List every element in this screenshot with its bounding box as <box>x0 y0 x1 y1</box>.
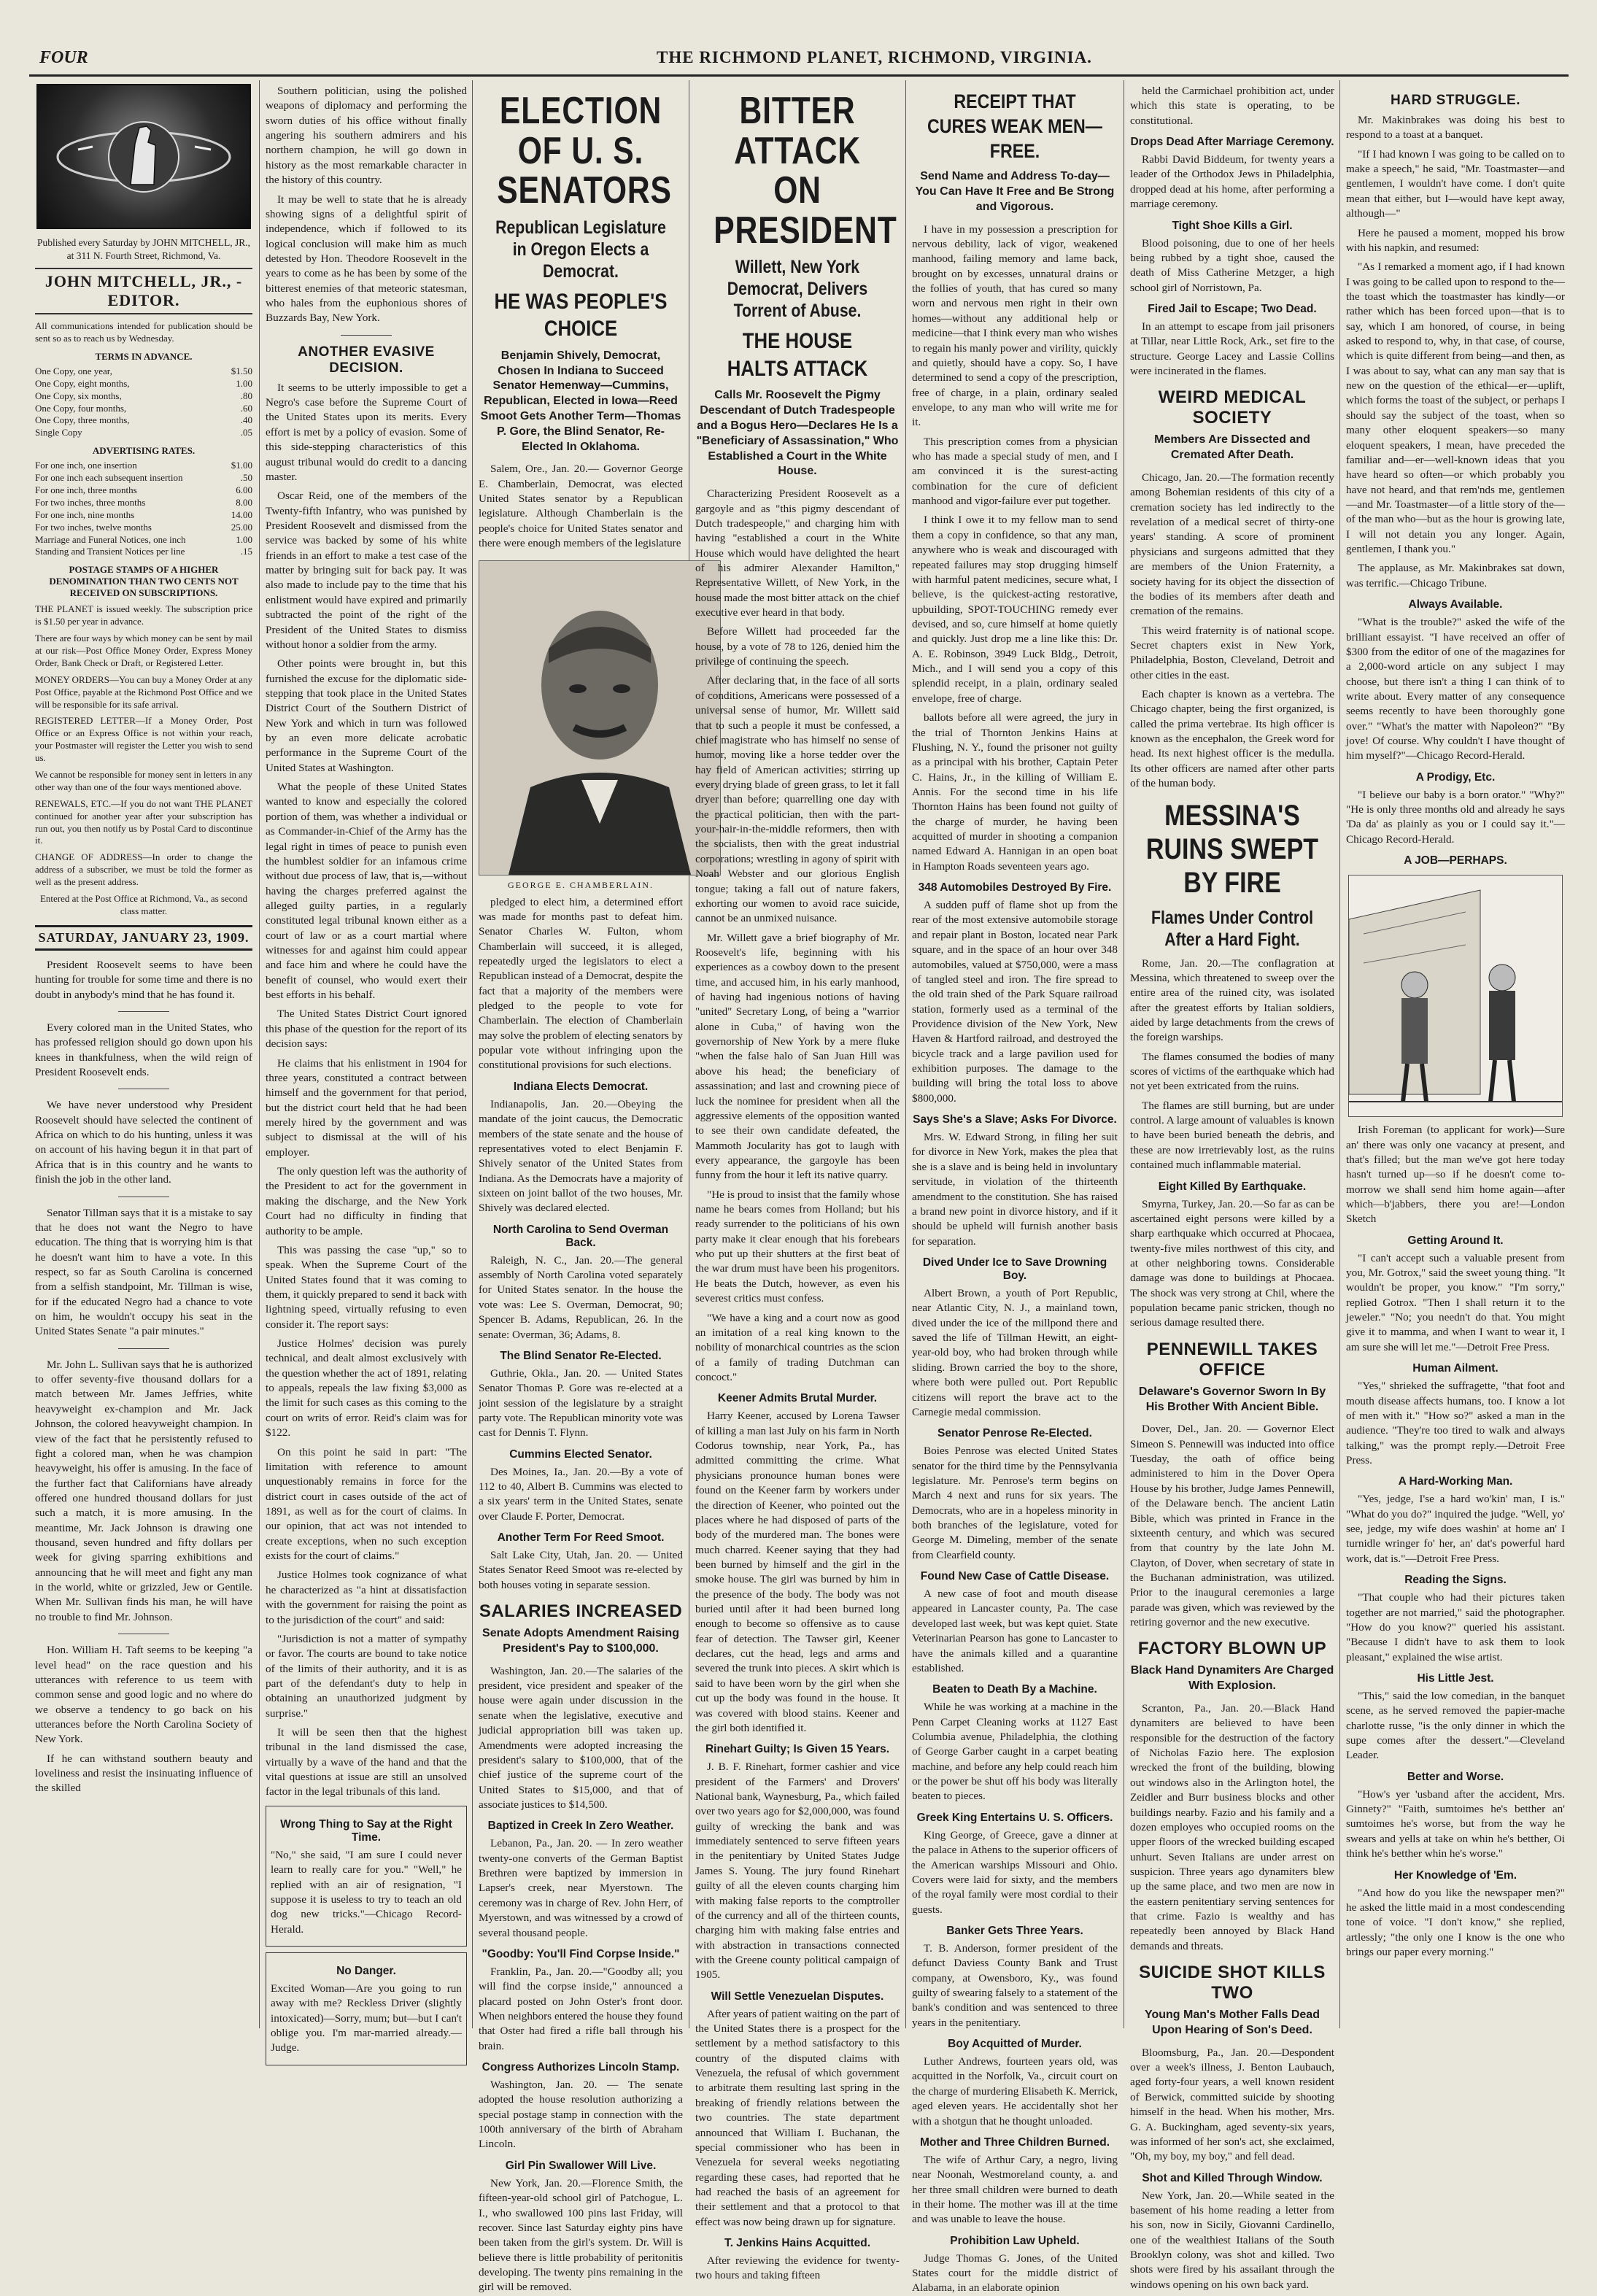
ad-paragraph: I think I owe it to my fellow man to send them a copy in confidence, so that any man, anywhere who is weak and discouraged with repeated failures may stop drugging himself with harmful patent medicines, secure what, I believe, is the quickest-acting restorative, upbuilding, SPOT-TOUCHING remedy ever devised, and so, cure himself at home quietly and quickly. Just drop me a line like this: Dr. A. E. Robinson, 3949 Luck Bldg., Detroit, Mich., and I will send you a copy of this splendid receipt, in a plain, ordinary sealed envelope, free of charge. <box>912 514 1118 705</box>
instruction: We cannot be responsible for money sent in letters in any other way than one of the four ways mentioned above. <box>35 769 252 792</box>
article-paragraph: After declaring that, in the face of all sorts of conditions, Americans were possessed of a universal sense of humor, Mr. Willett said that to such a people it must be confessed, a chief magistrate who has himself no sense of humor, moving like a horse tedder over the hay field of American activities; stirring up every drying blade of green grass, to let it fall dryer than before; quarrelling one day with the practical politician, then with the part-your-hair-in-the-middle reformers, then with the socialists, then with the great industrial corporations; wrestling in agony of spirit with Noah Webster and our glorious English tongue; taking a fall out of nature fakers, exhorting our women to avoid race suicide, cannot be an unmixed nuisance. <box>695 674 900 925</box>
brief-title: Baptized in Creek In Zero Weather. <box>487 1820 674 1833</box>
house-halts-deck: THE HOUSE HALTS ATTACK <box>727 329 868 381</box>
brief-title: Will Settle Venezuelan Disputes. <box>711 1990 884 2003</box>
article-paragraph: Here he paused a moment, mopped his brow with his napkin, and resumed: <box>1346 226 1565 254</box>
brief-title: Drops Dead After Marriage Ceremony. <box>1130 136 1334 149</box>
salaries-heading: SALARIES INCREASED <box>479 1601 683 1622</box>
article-paragraph: Each chapter is known as a vertebra. The Chicago chapter, being the first organized, is called the prima vertebrae. Its high officer is known as the encephalon, the Greek word for head. Its next highest officer is the medulla. Its other officers are named after other parts of the human body. <box>1130 688 1334 790</box>
brief-title: Eight Killed By Earthquake. <box>1158 1180 1307 1193</box>
article-paragraph: The only question left was the authority of the President to act for the government in making the discharge, and the New York Court had no difficulty in finding that authority to be ample. <box>266 1165 467 1237</box>
brief-body: Harry Keener, accused by Lorena Tawser of killing a man last July on his farm in North Codorus township, near York, Pa., has admitted committing the crime. What physicians pronounce human bones were found on the Keener farm by workers under the direction of Keener, who pointed out the places where he had disposed of parts of the body of the murdered man. The bones were much charred. Keener saying that they had been burned by himself and the girl in the smoke house. The girl was burned by him in the presence of the body. The body was not buried until after it had been burned long enough to become so offensive as to cause fear of detection. The Tawser girl, Keener declares, cut the head, legs and arms and severed the trunk into pieces. A skirt which is said to have been worn by the girl when she cut up the body was found in the house. It was covered with blood stains. Keener and the girl both identified it. <box>695 1410 900 1734</box>
brief-body: After years of patient waiting on the part of the United States there is a prospect for the settlement by a method satisfactory to this country of the disputed claims with Venezuela, the refusal of which government to arbitrate them resulting last spring in the breaking of friendly relations between the two countries. The state department announced that William I. Buchanan, the special commissioner who has been in Venezuela for several weeks negotiating regarding these cases, had reported that he had reached the basis of an agreement for their settlement and that a protocol to that effect was now being drawn up for signature. <box>695 2007 900 2228</box>
terms-row: One Copy, six months, .80 <box>35 390 252 401</box>
terms-list <box>35 366 252 439</box>
column-receipt-ad-briefs <box>912 84 1118 2295</box>
joke-title: A Hard-Working Man. <box>1398 1475 1513 1488</box>
medical-society-heading: WEIRD MEDICAL SOCIETY <box>1158 387 1307 428</box>
article-paragraph: held the Carmichael prohibition act, under which this state is operating, to be constitutional. <box>1130 85 1334 127</box>
article-paragraph: Scranton, Pa., Jan. 20.—Black Hand dynamiters are believed to have been responsible for the destruction of the factory of Nicholas Fazio here. The explosion wrecked the front of the building, blowing out windows also in the Arlington hotel, the Zeidler and Burr business blocks and other buildings nearby. Fazio and his family and a dozen employes who occupied rooms on the upper floors of the wrecked building escaped unhurt. Seven Italians are under arrest on suspicion. Three years ago dynamiters blew up the same place, and two men are now in the eastern penitentiary serving sentences for that crime. Fazio is wealthy and has repeatedly been annoyed by Black Hand demands and threats. <box>1130 1702 1334 1952</box>
article-paragraph: Justice Holmes took cognizance of what he characterized as "a hint at dissatisfaction with the government for raising the point as to the jurisdiction of the court" and said: <box>266 1569 467 1626</box>
brief-body: After reviewing the evidence for twenty-two hours and taking fifteen <box>695 2254 900 2282</box>
article-paragraph: Oscar Reid, one of the members of the Twenty-fifth Infantry, who was punished by President Roosevelt and dismissed from the service was backed by some of his white friends in an effort to make a test case of the matter by bringing suit for back pay. It was also made to include pay to the time that his enlistment would have expired and primarily subtracted the point of the right of the President of the United States to dismiss without honor a soldier from the army. <box>266 490 467 651</box>
cartoon-illustration <box>1348 875 1563 1117</box>
article-paragraph: Dover, Del., Jan. 20. — Governor Elect Simeon S. Pennewill was inducted into office Tuesday, the oath of office being administered to him in the Dover Opera House by his brother, Judge James Pennewill, of the Delaware bench. The ancient Latin Bible, which was printed in France in the sixteenth century, and which was secured from that country by the late John M. Clayton, of Dover, when secretary of state in the Buchanan administration, was utilized. Prior to the inaugural ceremonies a large parade was given, which was reviewed by the retiring governor and the new executive. <box>1130 1423 1334 1629</box>
brief-title: Rinehart Guilty; Is Given 15 Years. <box>705 1743 890 1756</box>
senators-summary: Benjamin Shively, Democrat, Chosen In Indiana to Succeed Senator Hemenway—Cummins, Republican, Elected in Iowa—Reed Smoot Gets Another Term—Thomas P. Gore, the Blind Senator, Re-Elected In Oklahoma. <box>480 349 681 453</box>
article-paragraph: On this point he said in part: "The limitation with reference to amount unquestionably remains in force for the district court in cases outside of the act of 1891, as well as for the court of claims. In our opinion, that act was not intended to create exceptions, when no such exception exists for the court of claims." <box>266 1445 467 1563</box>
bitter-attack-headline: BITTER ATTACK ON PRESIDENT <box>714 90 897 252</box>
brief-title: The Blind Senator Re-Elected. <box>500 1349 662 1362</box>
joke-title: Wrong Thing to Say at the Right Time. <box>280 1817 452 1844</box>
joke-title: Always Available. <box>1408 598 1503 611</box>
brief-title: North Carolina to Send Overman Back. <box>492 1223 669 1249</box>
brief-body: In an attempt to escape from jail prisoners at Tillar, near Little Rock, Ark., set fire to the structure. George Lacey and Lassie Collins were incinerated in the flames. <box>1130 320 1334 378</box>
cartoon-caption: Irish Foreman (to applicant for work)—Sure an' there was only one vacancy at present, and that's filled; but the man we've got here today hasn't turned up—so if he doesn't come to-morrow we shall send him home again—after which—b'jabbers, there you are!—London Sketch <box>1346 1124 1565 1226</box>
article-paragraph: Southern politician, using the polished weapons of diplomacy and performing the sworn duties of his office without finally angering his southern admirers and his northern champion, he will go down in history as the most remarkable character in the history of this country. <box>266 85 467 187</box>
brief-body: Albert Brown, a youth of Port Republic, near Atlantic City, N. J., a mainland town, dived under the ice of the millpond there and saved the life of Tillman Hewitt, an eight-year-old boy, who had broken through while sliding. Brown carried the boy to the shore, where both were pulled out. Port Republic citizens will report the brave act to the Carnegie medal commission. <box>912 1287 1118 1418</box>
joke-body: "I believe our baby is a born orator." "Why?" "He is only three months old and already he says 'Da da' as plainly as you or I could say it."—Chicago Record-Herald. <box>1346 788 1565 846</box>
brief-title: Boy Acquitted of Murder. <box>948 2038 1082 2051</box>
editorial-paragraph: President Roosevelt seems to have been hunting for trouble for some time and there is no doubt in anybody's mind that he has found it. <box>35 958 252 1001</box>
article-paragraph: "Jurisdiction is not a matter of sympathy or favor. The courts are bound to take notice of the limits of their authority, and it is as part of the defendant's duty to help in obtaining an unauthorized judgment by surprise." <box>266 1632 467 1720</box>
brief-title: Keener Admits Brutal Murder. <box>717 1392 878 1405</box>
brief-title: Dived Under Ice to Save Drowning Boy. <box>922 1256 1107 1282</box>
senators-headline: ELECTION OF U. S. SENATORS <box>497 90 672 212</box>
brief-body: Blood poisoning, due to one of her heels being rubbed by a tight shoe, caused the death of Miss Catherine Metzger, a high school girl of Norristown, Pa. <box>1130 236 1334 294</box>
brief-body: Rabbi David Biddeum, for twenty years a leader of the Orthodox Jews in Philadelphia, dropped dead at his home, after performing a marriage ceremony. <box>1130 153 1334 211</box>
brief-title: "Goodby: You'll Find Corpse Inside." <box>482 1947 680 1960</box>
article-paragraph: "As I remarked a moment ago, if I had known I was going to be called upon to respond to the—the toast which the toastmaster has kindly—or rather which has been forced upon—that is to say, which I am honored, of course, in being asked to respond to, why, in that case, of course, which is quite different from being—and then, as I was about to say, what can any man say that is new on the question of the ethical—er—uplift, which forms the toast of the subject, or perhaps I should say the subject of the toast, when so many other eloquent speakers—so many eloquent speakers, I mean, have preceded the familiar and—er—well-known ideas that you have heard so often—or which probably you have not heard, and that rem'nds me, gentlemen—and Mr. Toastmaster—of a little story of the—of the man who—but as the hour is growing late, I will not detain you any longer. Again, gentlemen, I thank you." <box>1346 260 1565 556</box>
article-paragraph: "He is proud to insist that the family whose name he bears comes from Holland; but his ready surrender to the politicians of his own party make it clear enough that his forebears who put up their shutters at the first beat of the war drum must have been his progenitors. He beats the Dutch, however, as even his severest critics must confess. <box>695 1188 900 1305</box>
brief-title: Says She's a Slave; Asks For Divorce. <box>913 1113 1117 1126</box>
joke-body: "That couple who had their pictures taken together are not married," said the photographer. "How do you know?" queried his assistant. "Because I didn't have to ask them to look pleasant," explained the wise artist. <box>1346 1591 1565 1663</box>
brief-body: Guthrie, Okla., Jan. 20. — United States Senator Thomas P. Gore was re-elected at a joint session of the legislature by a straight party vote. The Republican minority vote was cast for Dennis T. Flynn. <box>479 1367 683 1439</box>
pennewill-heading: PENNEWILL TAKES OFFICE <box>1146 1339 1318 1380</box>
joke-box <box>266 1952 467 2065</box>
brief-title: Fired Jail to Escape; Two Dead. <box>1148 302 1317 315</box>
editorial-paragraph: Hon. William H. Taft seems to be keeping "a level head" on the race question and his utterances with reference to us teem with common sense and good logic and no where do we observe a tendency to go back on his utterances before the North Carolina Society of New York. <box>35 1644 252 1746</box>
planet-arm-icon <box>49 98 239 215</box>
article-paragraph: Rome, Jan. 20.—The conflagration at Messina, which threatened to sweep over the entire area of the ruined city, was isolated after the greatest efforts by Italian soldiers, aided by large detachments from the crews of the foreign warships. <box>1130 956 1334 1044</box>
brief-body: Lebanon, Pa., Jan. 20. — In zero weather twenty-one converts of the German Baptist Brethren were baptized by immersion in Lapser's creek, near Myerstown. The ceremony was in charge of Rev. John Herr, of Myerstown, and was witnessed by a crowd of several thousand people. <box>479 1837 683 1939</box>
column-rule <box>905 80 906 2028</box>
article-paragraph: The flames consumed the bodies of many scores of victims of the earthquake which had not yet been extricated from the ruins. <box>1130 1050 1334 1093</box>
entered-note: Entered at the Post Office at Richmond, Va., as second class matter. <box>39 893 247 916</box>
brief-title: Congress Authorizes Lincoln Stamp. <box>482 2061 680 2074</box>
brief-title: Cummins Elected Senator. <box>509 1447 652 1461</box>
joke-body: "I can't accept such a valuable present from you, Mr. Gotrox," said the sweet young thing. "It wouldn't be proper, you know." "I'm sorry," replied Gotrox. "Then I shall return it to the jeweler." "No; you needn't do that. You might give it to mamma, and when I want to wear it, I am sure she will let me."—Detroit Free Press. <box>1346 1251 1565 1353</box>
instruction: REGISTERED LETTER—If a Money Order, Post Office or an Express Office is not within your reach, your Postmaster will register the Letter you wish to send us. <box>35 715 252 764</box>
column-bitter-attack <box>695 84 900 2282</box>
receipt-ad-deck: Send Name and Address To-day—You Can Have It Free and Be Strong and Vigorous. <box>915 170 1115 213</box>
brief-body: Boies Penrose was elected United States senator for the third time by the Pennsylvania legislature. Mr. Penrose's term begins on March 4 next and runs for six years. The Democrats, who are in a hopeless minority in both branches of the legislature, voted for George M. Dimeling, member of the senate from Clearfield county. <box>912 1445 1118 1561</box>
postage-note: POSTAGE STAMPS OF A HIGHER DENOMINATION THAN TWO CENTS NOT RECEIVED ON SUBSCRIPTIONS. <box>49 564 239 599</box>
terms-row: One Copy, one year, $1.50 <box>35 365 252 376</box>
brief-title: Senator Penrose Re-Elected. <box>937 1427 1092 1440</box>
article-paragraph: "We have a king and a court now as good an imitation of a real king known to the nobility of monarchical countries as the scion of a family of trading Dutchman can concoct." <box>695 1311 900 1383</box>
terms-row: Single Copy .05 <box>35 427 252 438</box>
ad-rate-row: For one inch each subsequent insertion .50 <box>35 472 252 484</box>
page-number: FOUR <box>39 48 88 67</box>
instruction: THE PLANET is issued weekly. The subscription price is $1.50 per year in advance. <box>35 603 252 627</box>
article-paragraph: The United States District Court ignored this phase of the question for the report of its decision says: <box>266 1008 467 1051</box>
brief-body: A sudden puff of flame shot up from the rear of the most extensive automobile storage and repair plant in Boston, located near Park square, and in the space of an hour over 348 automobiles, valued at $750,000, were a mass of tangled steel and iron. The fire spread to the old train shed of the Park Square railroad station, formerly used as a terminal of the Providence division of the New York, New Haven & Hartford railroad, and destroyed the bicycle track and a large pavilion used for exhibition purposes. The damage to the building will bring the total loss to above $800,000. <box>912 899 1118 1105</box>
brief-title: Indiana Elects Democrat. <box>513 1080 649 1093</box>
brief-body: Smyrna, Turkey, Jan. 20.—So far as can be ascertained eight persons were killed by a sharp earthquake which occurred at Phocaea, twenty-five miles northwest of this city, and at other neighboring towns. Considerable damage was done to buildings at Phocaea. The shock was very strong at Chil, where the population became panic stricken, though no serious damage resulted there. <box>1130 1197 1334 1329</box>
joke-body: "No," she said, "I am sure I could never learn to really care for you." "Well," he replied with an air of resignation, "I suppose it is useless to try to teach an old dog new tricks."—Chicago Record-Herald. <box>271 1848 462 1936</box>
column-rule <box>472 80 473 2028</box>
publisher-line: Published every Saturday by JOHN MITCHELL, JR., at 311 N. Fourth Street, Richmond, Va. <box>36 237 251 261</box>
brief-body: Franklin, Pa., Jan. 20.—"Goodby all; you will find the corpse inside," announced a placard posted on John Oster's front door. When neighbors entered the house they found that Oster had fired a rifle ball through his brain. <box>479 1965 683 2052</box>
hard-struggle-heading: HARD STRUGGLE. <box>1391 93 1520 108</box>
brief-title: Shot and Killed Through Window. <box>1142 2171 1323 2184</box>
joke-body: "Yes, jedge, I'se a hard wo'kin' man, I is." "What do you do?" inquired the judge. "Well, yo' see, jedge, my wife does washin' at home an' I turnidle wringer fo' her, an' dat's powerful hard work, dat is."—Detroit Free Press. <box>1346 1493 1565 1565</box>
ad-paragraph: I have in my possession a prescription for nervous debility, lack of vigor, weakened manhood, failing memory and lame back, brought on by excesses, unnatural drains or the follies of youth, that has cured so many worn and nervous men right in their own homes—without any additional help or medicine—that I think every man who wishes to regain his manly power and virility, quickly and quietly, should have a copy. So, I have determined to send a copy of the prescription, free of charge, in a plain, ordinary sealed envelope, to any man who will write me for it. <box>912 223 1118 429</box>
joke-box <box>266 1806 467 1947</box>
joke-title: Human Ailment. <box>1412 1362 1499 1375</box>
brief-body: King George, of Greece, gave a dinner at the palace in Athens to the superior officers of the American warships Missouri and Ohio. Covers were laid for sixty, and the members of the royal family were most cordial to their guests. <box>912 1828 1118 1916</box>
ad-rate-row: For two inches, twelve months 25.00 <box>35 521 252 533</box>
pennewill-deck: Delaware's Governor Sworn In By His Brother With Ancient Bible. <box>1138 1385 1326 1413</box>
brief-title: Found New Case of Cattle Disease. <box>920 1570 1110 1583</box>
suicide-deck: Young Man's Mother Falls Dead Upon Hearing of Son's Deed. <box>1145 2009 1320 2036</box>
column-rule <box>259 80 260 2028</box>
article-paragraph: He claims that his enlistment in 1904 for three years, constituted a contract between himself and the government for that period, but the district court held that he had been merely hired by the government and was subject to dismissal at the will of his employer. <box>266 1056 467 1159</box>
article-paragraph: Washington, Jan. 20.—The salaries of the president, vice president and speaker of the house were again under discussion in the senate when the legislative, executive and judicial appropriation bill was taken up. Amendments were adopted increasing the president's salary to $100,000, that of the chief justice of the supreme court of the United States to $15,000, and that of associate justices to $14,500. <box>479 1664 683 1811</box>
bitter-attack-deck: Willett, New York Democrat, Delivers Torrent of Abuse. <box>727 257 868 322</box>
brief-body: Judge Thomas G. Jones, of the United States court for the middle district of Alabama, in an elaborate opinion <box>912 2251 1118 2295</box>
brief-body: J. B. F. Rinehart, former cashier and vice president of the Farmers' and Drovers' National bank, Waynesburg, Pa., which failed over two years ago for $2,000,000, was found guilty of wrecking the bank and was immediately sentenced to serve fifteen years in the penitentiary by United States Judge James S. Young. The jury found Rinehart guilty of all the eleven counts charging him with making false reports to the comptroller of the currency and all of the thirteen counts, charging him with making false entries and with abstraction in transactions connected with the Greene county political campaign of 1905. <box>695 1760 900 1982</box>
messina-deck: Flames Under Control After a Hard Fight. <box>1151 907 1313 950</box>
ad-rate-row: For one inch, three months 6.00 <box>35 484 252 495</box>
editorial-paragraph: Senator Tillman says that it is a mistake to say that he does not want the Negro to have education. The thing that is worrying him is that he doesn't want him to have a vote. In this respect, so far as South Carolina is concerned from a selfish standpoint, Mr. Tillman is wise, for if the educated Negro had a chance to vote on him, he wouldn't occupy his seat in the United States Senate "a pair minutes." <box>35 1206 252 1338</box>
brief-title: Greek King Entertains U. S. Officers. <box>916 1811 1113 1824</box>
masthead <box>29 45 1569 77</box>
evasive-decision-heading: ANOTHER EVASIVE DECISION. <box>298 344 435 376</box>
ad-rates-title: ADVERTISING RATES. <box>92 445 196 457</box>
joke-title: Getting Around It. <box>1407 1234 1504 1247</box>
joke-title: His Little Jest. <box>1417 1671 1494 1685</box>
paper-title: THE RICHMOND PLANET, RICHMOND, VIRGINIA. <box>657 48 1092 66</box>
cartoon-title: A JOB—PERHAPS. <box>1404 854 1507 867</box>
issue-dateline: SATURDAY, JANUARY 23, 1909. <box>35 925 252 951</box>
terms-row: One Copy, eight months, 1.00 <box>35 377 252 389</box>
brief-body: Mrs. W. Edward Strong, in filing her suit for divorce in New York, makes the plea that she is a slave and is being held in involuntary servitude, in violation of the thirteenth amendment to the constitution. She has raised a brand new point in divorce history, and if it should be upheld will furnish another basis for separation. <box>912 1131 1118 1248</box>
medical-society-deck: Members Are Dissected and Cremated After Death. <box>1154 433 1310 462</box>
article-paragraph: This weird fraternity is of national scope. Secret chapters exist in New York, Philadelphia, Boston, Cleveland, Detroit and other cities in the east. <box>1130 624 1334 681</box>
brief-body: Salt Lake City, Utah, Jan. 20. — United States Senator Reed Smoot was re-elected by both houses voting in separate session. <box>479 1549 683 1591</box>
article-paragraph: Bloomsburg, Pa., Jan. 20.—Despondent over a week's illness, J. Benton Laubauch, aged forty-four years, a well known resident of Berwick, committed suicide by shooting himself in the head. When his mother, Mrs. G. A. Buckingham, aged seventy-six years, was informed of her son's act, she exclaimed, "Oh, my boy, my boy," and fell dead. <box>1130 2046 1334 2163</box>
article-paragraph: Mr. Makinbrakes was doing his best to respond to a toast at a banquet. <box>1346 114 1565 142</box>
ad-rate-row: Standing and Transient Notices per line .15 <box>35 546 252 557</box>
joke-title: Better and Worse. <box>1407 1770 1504 1783</box>
column-society-messina <box>1130 84 1334 2291</box>
joke-body: "This," said the low comedian, in the banquet scene, as he served removed the papier-mache charlotte russe, "is the only dinner in which the supe comes after the dessert."—Cleveland Leader. <box>1346 1689 1565 1762</box>
brief-body: Des Moines, Ia., Jan. 20.—By a vote of 112 to 40, Albert B. Cummins was elected to a six years' term in the United States, senate over Claude F. Porter, Democrat. <box>479 1465 683 1523</box>
brief-body: New York, Jan. 20.—While seated in the basement of his home reading a letter from his son, now in Sicily, Giovanni Cardinello, one of the wealthiest Italians of the South Brooklyn colony, was shot and killed. Two shots were fired by his assailant through the windows opening on his own back yard. <box>1130 2189 1334 2291</box>
joke-title: A Prodigy, Etc. <box>1415 770 1496 784</box>
brief-title: Another Term For Reed Smoot. <box>497 1531 665 1545</box>
peoples-choice-deck: HE WAS PEOPLE'S CHOICE <box>494 289 668 341</box>
editor-line: JOHN MITCHELL, JR., - EDITOR. <box>35 268 252 314</box>
brief-body: New York, Jan. 20.—Florence Smith, the fifteen-year-old school girl of Patchogue, L. I., who swallowed 100 pins last Friday, will recover. Since last Saturday eighty pins have been taken from the girl's system. Dr. Will is believe there is little probability of peritonitis developing. The twenty pins remaining in the girl will be removed. <box>479 2176 683 2294</box>
column-masthead-editorials <box>35 84 252 2025</box>
brief-title: T. Jenkins Hains Acquitted. <box>724 2237 871 2250</box>
factory-heading: FACTORY BLOWN UP <box>1137 1639 1327 1659</box>
portrait-caption: GEORGE E. CHAMBERLAIN. <box>508 879 654 890</box>
bitter-attack-summary: Calls Mr. Roosevelt the Pigmy Descendant of Dutch Tradespeople and a Bogus Hero—Declares He Is a "Beneficiary of Assassination," Who Established a Court in the White House. <box>696 389 899 478</box>
brief-body: A new case of foot and mouth disease appeared in Lancaster county, Pa. The case developed last week, but was kept quiet. State Veterinarian Pearson has gone to Lancaster to have the animals killed and a quarantine established. <box>912 1588 1118 1674</box>
brief-body: Washington, Jan. 20. — The senate adopted the house resolution authorizing a special postage stamp in connection with the 100th anniversary of the birth of Abraham Lincoln. <box>479 2079 683 2151</box>
article-paragraph: What the people of these United States wanted to know and especially the colored portion of them, was whether a individual or as Commander-in-Chief of the Army has the legal right in times of peace to punish even the humblest soldier for an infamous crime without due process of law, that is,—without having the charges preferred against the alleged guilty parties, in a regularly constituted legal tribunal known either as a court of law or as a court martial where witnesses for and against him could appear and face him and where he could have the benefit of counsel, who would exert their best efforts in his behalf. <box>266 781 467 1002</box>
article-paragraph: The flames are still burning, but are under control. A large amount of valuables is known to have been buried beneath the debris, and these are now irretrievably lost, as the ruins contained much inflammable material. <box>1130 1099 1334 1172</box>
separator <box>118 1348 169 1349</box>
terms-row: One Copy, three months, .40 <box>35 414 252 426</box>
ad-rate-row: For one inch, one insertion $1.00 <box>35 460 252 471</box>
column-senators <box>479 84 683 2294</box>
article-paragraph: pledged to elect him, a determined effort was made for months past to defeat him. Senator Charles W. Fulton, whom Chamberlain will succeed, it is alleged, repeatedly urged the legislators to elect a Republican instead of a Democrat, despite the fact that a majority of the members were pledged to the people to vote for Chamberlain. The election of Chamberlain may solve the problem of electing senators by popular vote without infringing upon the constitutional provisions for such elections. <box>479 895 683 1072</box>
joke-title: Her Knowledge of 'Em. <box>1393 1868 1517 1882</box>
article-paragraph: This was passing the case "up," so to speak. When the Supreme Court of the United States found that it was coming to them, it quickly prepared to send it back with lightning speed, virtually refusing to even consider it. The report says: <box>266 1243 467 1331</box>
instruction: There are four ways by which money can be sent by mail at our risk—Post Office Money Order, Express Money Order, Bank Check or Draft, or Registered Letter. <box>35 633 252 668</box>
joke-title: Reading the Signs. <box>1404 1574 1507 1587</box>
instruction: RENEWALS, ETC.—If you do not want THE PLANET continued for another year after your subscription has run out, you then notify us by Postal Card to discontinue it. <box>35 797 252 846</box>
brief-title: Prohibition Law Upheld. <box>950 2234 1080 2247</box>
brief-body: While he was working at a machine in the Penn Carpet Cleaning works at 1127 East Columbia avenue, Philadelphia, the clothing of George Garber caught in a carpet beating machine, and before any help could reach him or the power be shut off his body was literally beaten to pieces. <box>912 1701 1118 1803</box>
editorial-paragraph: If he can withstand southern beauty and loveliness and resist the insinuating influence of the skilled <box>35 1752 252 1795</box>
brief-title: Girl Pin Swallower Will Live. <box>505 2159 657 2172</box>
ad-rate-row: For one inch, nine months 14.00 <box>35 509 252 520</box>
separator <box>118 1011 169 1012</box>
terms-row: One Copy, four months, .60 <box>35 402 252 414</box>
portrait-illustration-icon <box>479 561 720 875</box>
article-paragraph: It will be seen then that the highest tribunal in the land dismissed the case, virtually by a wave of the hand and that the vital questions at issue are still an unsolved factor in the legal tribunals of this land. <box>266 1726 467 1798</box>
brief-title: Banker Gets Three Years. <box>946 1924 1083 1937</box>
ad-paragraph: This prescription comes from a physician who has made a special study of men, and I am convinced it is the surest-acting combination for the cure of deficient manhood and vigor-failure ever put together. <box>912 435 1118 508</box>
editorial-paragraph: Every colored man in the United States, who has professed religion should go down upon his knees in thankfulness, when the wild reign of President Roosevelt ends. <box>35 1021 252 1078</box>
column-rule <box>1339 80 1340 2028</box>
terms-title: TERMS IN ADVANCE. <box>95 350 193 362</box>
ad-rates-list <box>35 460 252 558</box>
senators-deck: Republican Legislature in Oregon Elects a Democrat. <box>495 217 666 282</box>
ad-rate-row: For two inches, three months 8.00 <box>35 496 252 508</box>
brief-title: Tight Shoe Kills a Girl. <box>1172 219 1293 232</box>
article-paragraph: The applause, as Mr. Makinbrakes sat down, was terrific.—Chicago Tribune. <box>1346 562 1565 590</box>
salaries-deck: Senate Adopts Amendment Raising President's Pay to $100,000. <box>482 1627 679 1655</box>
brief-body: The wife of Arthur Cary, a negro, living near Noonah, Westmoreland county, a. and her three small children were burned to death in their home. The mother was ill at the time and was unable to leave the house. <box>912 2153 1118 2226</box>
workmen-cartoon-icon <box>1349 876 1562 1116</box>
brief-body: Raleigh, N. C., Jan. 20.—The general assembly of North Carolina voted separately for United States senator. In the house the vote was: Lee S. Overman, Democrat, 90; Spencer B. Adams, Republican, 26. In the senate: Overman, 36; Adams, 8. <box>479 1253 683 1341</box>
joke-body: "How's yer 'usband after the accident, Mrs. Ginnety?" "Faith, sumtoimes he's betther an' sumtoimes he's worse, but from the way he swears and yells at take on whin he's betther, Oi think he's betther whin he's worse." <box>1346 1787 1565 1860</box>
joke-body: "And how do you like the newspaper men?" he asked the little maid in a most condescending tone of voice. "I don't know," she replied, artlessly; "the only one I know is the one who brings our paper every morning." <box>1346 1886 1565 1958</box>
article-paragraph: Characterizing President Roosevelt as a gargoyle and as "this pigmy descendant of Dutch tradespeople," and charging him with having "established a court in the White House which would have delighted the heart of his admirer Alexander Hamilton," Representative Willett, of New York, in the house made the most bitter attack on the chief executive ever heard in that body. <box>695 487 900 619</box>
article-paragraph: Salem, Ore., Jan. 20.— Governor George E. Chamberlain, Democrat, was elected United States senator by a Republican legislature. Although Chamberlain is the people's choice for United States senator and there were enough members of the legislature <box>479 463 683 550</box>
joke-title: No Danger. <box>336 1964 396 1977</box>
joke-body: "Yes," shrieked the suffragette, "that foot and mouth disease affects humans, too. I know a lot of men with it." "How so?" asked a man in the audience. "They're too tired to walk and always talking," was the prompt reply.—Detroit Free Press. <box>1346 1380 1565 1466</box>
joke-body: "What is the trouble?" asked the wife of the brilliant essayist. "I have received an offer of $300 from the editor of one of the magazines for a 2,000-word article on any subject I may choose, but there isn't a thing I can think of to write about. Every matter of any consequence seems recently to have been thoroughly gone over." "What's the matter with Napoleon?" "By jove! Of course. Why couldn't I have thought of him myself?"—Chicago Record-Herald. <box>1346 616 1565 762</box>
editorial-paragraph: Mr. John L. Sullivan says that he is authorized to offer seventy-five thousand dollars for a match between Mr. James Jeffries, white heavyweight ex-champion and Mr. Jack Johnson, the colored heavyweight champion. In view of the fact that he persistently refused to fight a colored man, when he was champion heavyweight, his offer is amusing. In the face of the further fact that Californians have already offered one hundred thousand dollars for just such a match, it is more amusing. In the meantime, Mr. Jack Johnson is drawing one thousand, seven hundred and fifty dollars per week for giving sparring exhibitions and announcing that he will meet and fight any man in the world, white or grizzled, Jew or Gentile. When Mr. Sullivan finds his man, he will have no trouble to find Mr. Johnson. <box>35 1358 252 1623</box>
article-paragraph: Other points were brought in, but this furnished the excuse for the diplomatic side-stepping that took place in the United States District Court of the Southern District of New York and which in turn was followed by an even more delicate acrobatic performance in the Supreme Court of the United States at Washington. <box>266 657 467 774</box>
instruction: MONEY ORDERS—You can buy a Money Order at any Post Office, payable at the Richmond Post Office and we will be responsible for its safe arrival. <box>35 673 252 710</box>
article-paragraph: Mr. Willett gave a brief biography of Mr. Roosevelt's life, beginning with his experiences as a cowboy down to the present time, and accused him, in his early manhood, of having had ingenious notions of having "united" Secretary Long, of being a "warrior alone in Cuba," of having won the governorship of New York by a mere fluke "when the false halo of San Juan Hill was above his head; the beneficiary of assassination; and last and crowning piece of luck the nominee for president when all the aggressive elements of the opposition wanted to see their own candidate defeated, the Mammoth Jocularity has got to laugh with every appearance, the gargoyle has been funny from the hour it left its native quarry. <box>695 931 900 1182</box>
planet-logo <box>36 84 251 229</box>
article-paragraph: Before Willett had proceeded far the house, by a vote of 78 to 126, denied him the privilege of continuing the speech. <box>695 625 900 668</box>
brief-body: Luther Andrews, fourteen years old, was acquitted in the Norfolk, Va., circuit court on the charge of murdering Elisabeth K. Merrick, aged eleven years. He accidentally shot her with a shotgun that he thought unloaded. <box>912 2055 1118 2127</box>
brief-title: 348 Automobiles Destroyed By Fire. <box>918 881 1112 894</box>
article-paragraph: It may be well to state that he is already showing signs of a delightful spirit of independence, which if followed to its logical conclusion will make him as much detested by Hon. Theodore Roosevelt in the years to come as he has been by some of the bitterest enemies of that meteoric statesman, who hales from the euphonious shores of Buzzards Bay, New York. <box>266 193 467 325</box>
factory-deck: Black Hand Dynamiters Are Charged With Explosion. <box>1130 1664 1334 1693</box>
receipt-ad-headline: RECEIPT THAT CURES WEAK MEN—FREE. <box>927 90 1102 162</box>
article-paragraph: Chicago, Jan. 20.—The formation recently among Bohemian residents of this city of a cremation society has led indirectly to the revelation of a medical secret of thirty-one years' standing. A score of prominent physicians and surgeons admitted that they are members of the Union Fraternity, a society having for its object the dissection of the bodies of its members after death and cremation of the remains. <box>1130 471 1334 618</box>
article-paragraph: ballots before all were agreed, the jury in the trial of Thornton Jenkins Hains at Flushing, N. Y., found the prisoner not guilty as a principal with his brother, Captain Peter C. Hains, Jr., in the killing of William E. Annis. For the second time in his life Thornton Hains has been found not guilty of the charge of murder, he having been acquitted of murder in shooting a companion named Edward A. Hannigan in an open boat in Hampton Roads seventeen years ago. <box>912 711 1118 873</box>
article-paragraph: Justice Holmes' decision was purely technical, and dealt almost exclusively with the question whether the act of 1891, relating to appeals, repeals the law fixing $3,000 as the limit for such cases as this coming to the court on writs of error. Reid's claim was for $122. <box>266 1337 467 1439</box>
messina-headline: MESSINA'S RUINS SWEPT BY FIRE <box>1145 799 1319 899</box>
brief-body: Indianapolis, Jan. 20.—Obeying the mandate of the joint caucus, the Democratic members of the state senate and the house of representatives voted to elect Benjamin F. Shively senator of the United States from Indiana. As the Democrats have a majority of sixteen on joint ballot of the two houses, Mr. Shively was declared elected. <box>479 1097 683 1215</box>
column-evasive-decision <box>266 84 467 2055</box>
ad-rate-row: Marriage and Funeral Notices, one inch 1.00 <box>35 533 252 545</box>
editorial-paragraph: We have never understood why President Roosevelt should have selected the continent of Africa on which to do his hunting, unless it was on account of his having begun it in that part of Africa that is in this country and he wants to finish the job in the other land. <box>35 1099 252 1186</box>
communications-note: All communications intended for publication should be sent so as to reach us by Wednesday. <box>35 320 252 344</box>
chamberlain-portrait <box>479 560 721 876</box>
brief-title: Mother and Three Children Burned. <box>919 2135 1110 2149</box>
article-paragraph: "If I had known I was going to be called on to make a speech," he said, "Mr. Toastmaster—and gentlemen, I wouldn't have come. I don't quite mean that either, but I—would have kept away, although—" <box>1346 147 1565 220</box>
joke-body: Excited Woman—Are you going to run away with me? Reckless Driver (slightly intoxicated)—Sorry, mum; but—but I can't oblige you. I'm mar-married already.—Judge. <box>271 1982 462 2055</box>
suicide-heading: SUICIDE SHOT KILLS TWO <box>1139 1963 1326 2003</box>
instruction: CHANGE OF ADDRESS—In order to change the address of a subscriber, we must be told the former as well as the present address. <box>35 851 252 888</box>
brief-title: Beaten to Death By a Machine. <box>932 1683 1097 1696</box>
brief-body: T. B. Anderson, former president of the defunct Daviess County Bank and Trust company, at Owensboro, Ky., was found guilty of swearing falsely to a statement of the bank's condition and was sentenced to three years in the penitentiary. <box>912 1941 1118 2029</box>
article-paragraph: It seems to be utterly impossible to get a Negro's case before the Supreme Court of the United States upon its merits. Every effort is met by a policy of evasion. Some of this side-stepping characteristics of this august tribunal would do credit to a dancing master. <box>266 381 467 483</box>
separator <box>341 335 392 336</box>
column-humor <box>1346 84 1565 2025</box>
